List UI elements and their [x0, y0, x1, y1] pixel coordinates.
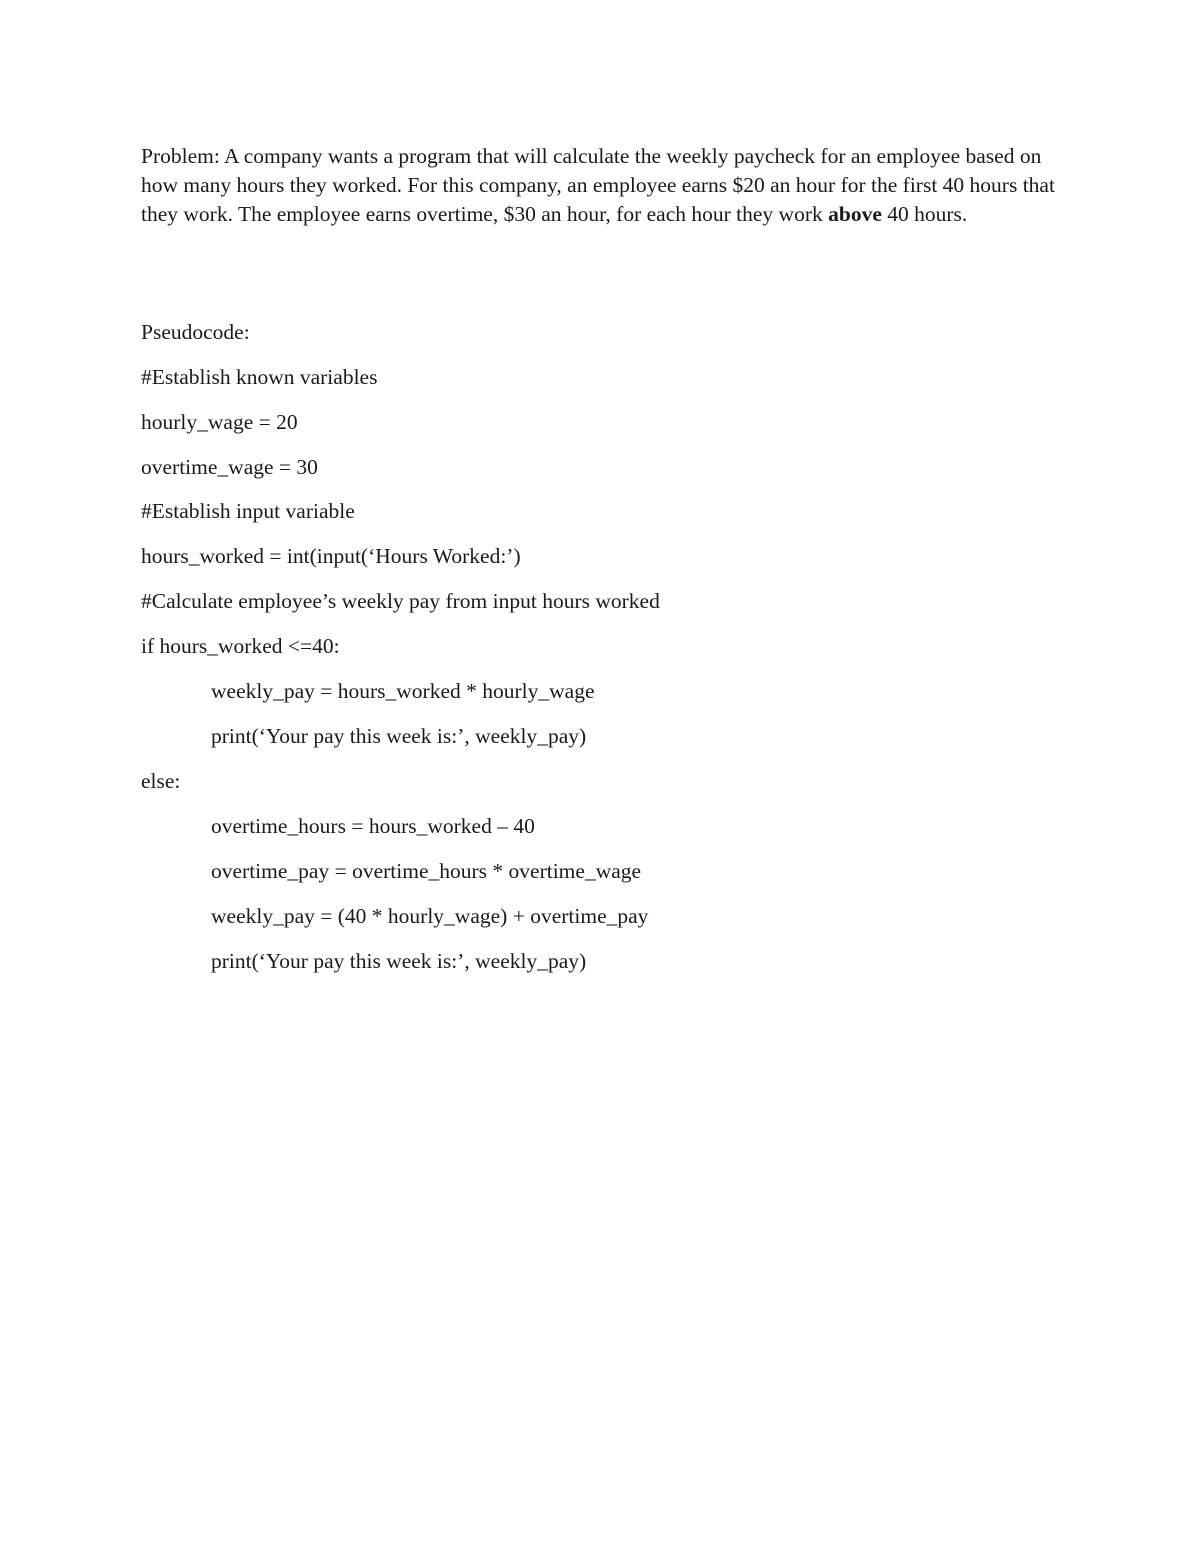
- code-else-weekly-pay: weekly_pay = (40 * hourly_wage) + overtime_pay: [211, 904, 649, 928]
- code-if-print: print(‘Your pay this week is:’, weekly_pay): [211, 724, 587, 748]
- code-comment-input-var: #Establish input variable: [141, 499, 355, 523]
- code-comment-known-vars: #Establish known variables: [141, 365, 378, 389]
- problem-bold-word: above: [828, 202, 882, 226]
- problem-statement: [141, 142, 1076, 229]
- code-else-print: print(‘Your pay this week is:’, weekly_pay): [211, 949, 587, 973]
- code-hours-worked-input: hours_worked = int(input(‘Hours Worked:’): [141, 544, 521, 568]
- code-if-statement: if hours_worked <=40:: [141, 634, 340, 658]
- problem-text-after: 40 hours.: [881, 202, 968, 226]
- code-overtime-wage: overtime_wage = 30: [141, 455, 318, 479]
- code-else-overtime-hours: overtime_hours = hours_worked – 40: [211, 814, 535, 838]
- code-hourly-wage: hourly_wage = 20: [141, 410, 298, 434]
- code-else-overtime-pay: overtime_pay = overtime_hours * overtime_wage: [211, 859, 642, 883]
- code-comment-calculate: #Calculate employee’s weekly pay from input hours worked: [141, 589, 660, 613]
- code-if-weekly-pay: weekly_pay = hours_worked * hourly_wage: [211, 679, 595, 703]
- problem-text-before: Problem: A company wants a program that will calculate the weekly paycheck for an employee based on how many hours they worked. For this company, an employee earns $20 an hour for the first 40 hours that they work. The employee earns overtime, $30 an hour, for each hour they work: [141, 144, 1055, 226]
- code-else-statement: else:: [141, 769, 181, 793]
- pseudocode-heading: Pseudocode:: [141, 320, 250, 344]
